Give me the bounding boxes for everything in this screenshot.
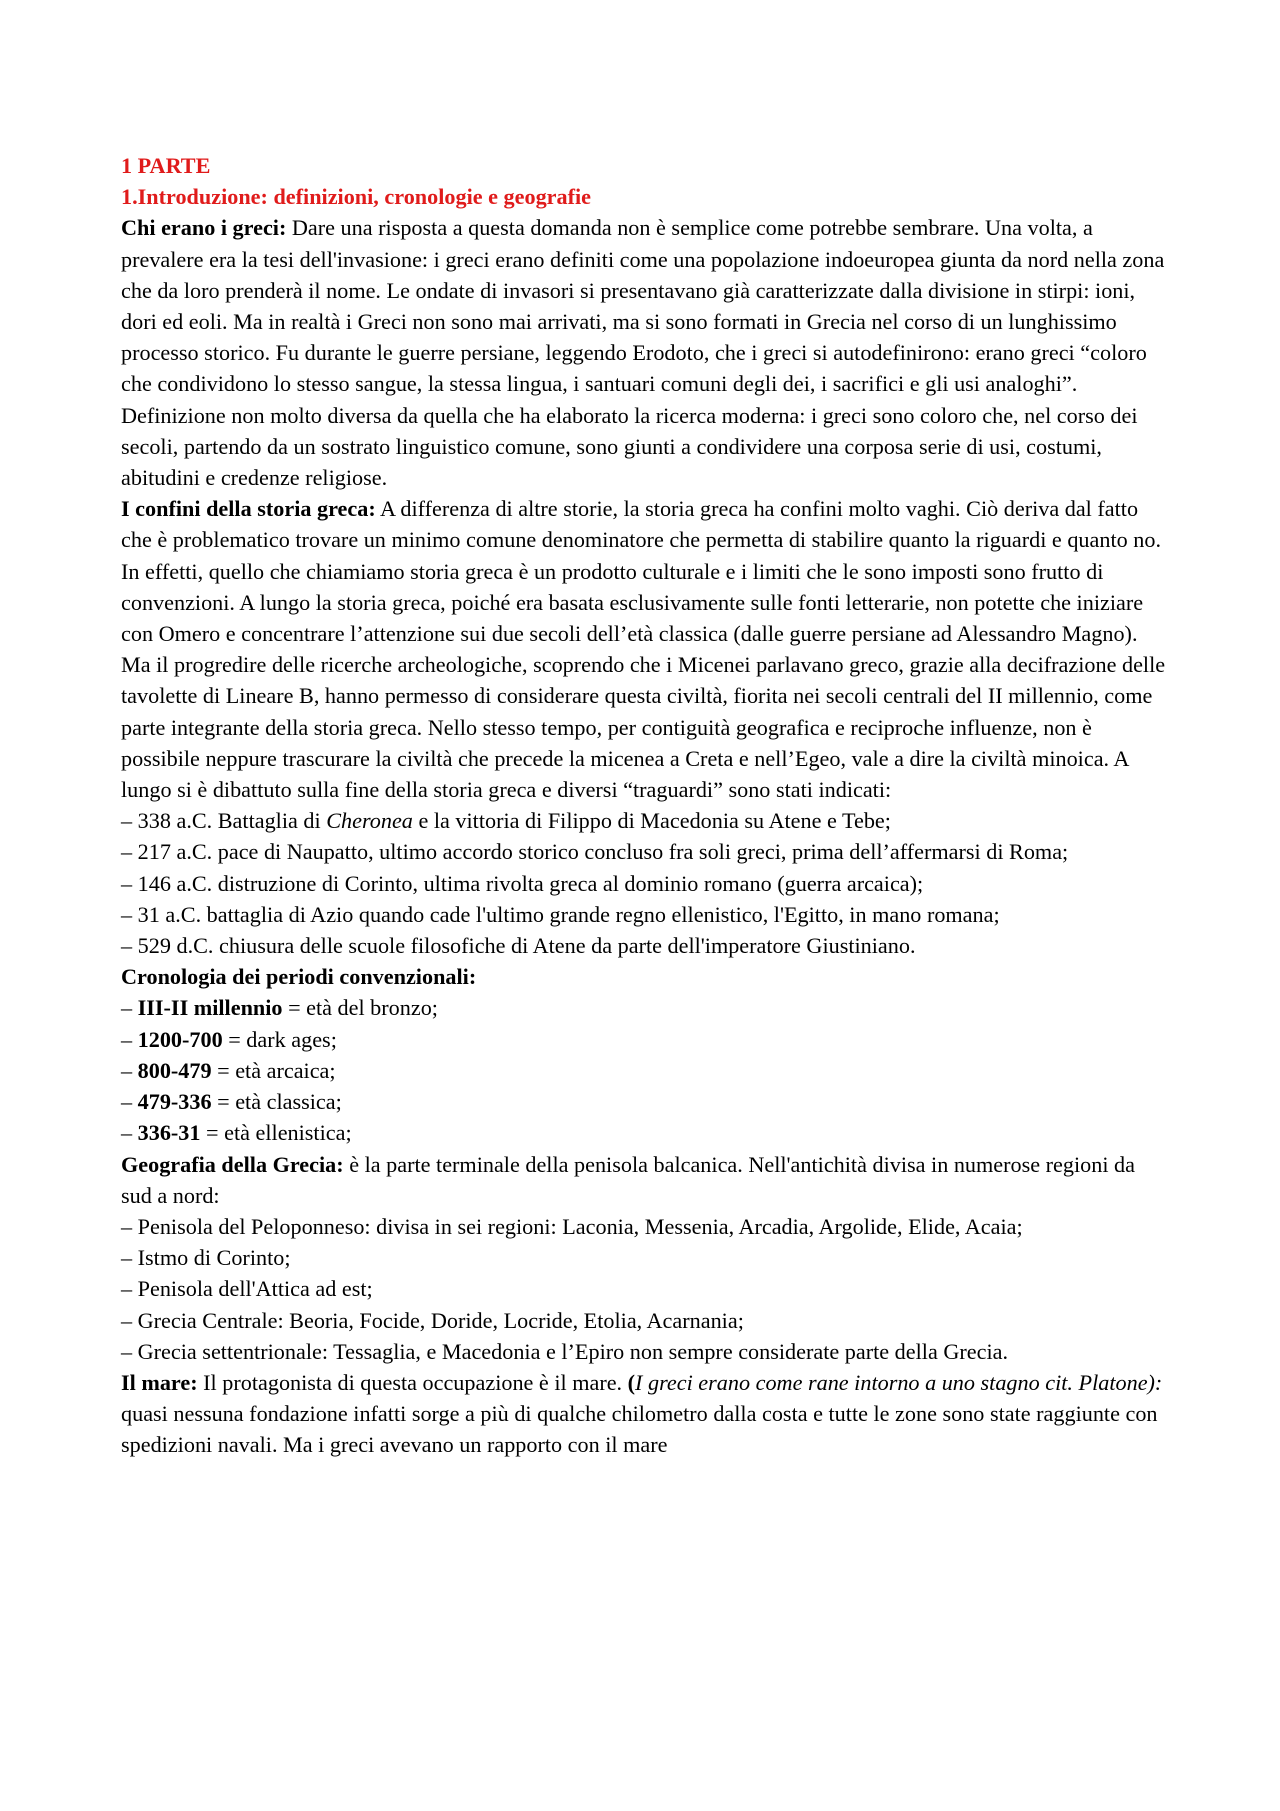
section-title-confini: I confini della storia greca: [121,496,376,522]
list-item: – 800-479 = età arcaica; [121,1057,336,1083]
paragraph-text: è la parte terminale della penisola balcanica. Nell'antichità divisa in numerose regioni da sud a nord: [121,1151,1135,1208]
platone-quote: I greci erano come rane intorno a uno stagno cit. Platone): [635,1369,1163,1395]
part-heading: 1 PARTE [121,153,211,178]
section-title-cronologia: Cronologia dei periodi convenzionali: [121,964,477,990]
section-title-mare: Il mare: [121,1369,198,1395]
list-item: – 217 a.C. pace di Naupatto, ultimo accordo storico concluso fra soli greci, prima dell’affermarsi di Roma; [121,839,1069,865]
list-item: – 146 a.C. distruzione di Corinto, ultima rivolta greca al dominio romano (guerra arcaica); [121,870,924,896]
list-item: – III-II millennio = età del bronzo; [121,995,438,1021]
list-item: – Grecia settentrionale: Tessaglia, e Macedonia e l’Epiro non sempre considerate parte della Grecia. [121,1338,1009,1364]
list-item: – Penisola del Peloponneso: divisa in sei regioni: Laconia, Messenia, Arcadia, Argolide, Elide, Acaia; [121,1213,1023,1239]
section-title-chi-erano: Chi erano i greci: [121,215,287,241]
list-item: – 336-31 = età ellenistica; [121,1120,352,1146]
paragraph-geografia [121,1149,1171,1211]
list-item: – 529 d.C. chiusura delle scuole filosofiche di Atene da parte dell'imperatore Giustiniano. [121,933,916,959]
paragraph-text: Dare una risposta a questa domanda non è semplice come potrebbe sembrare. Una volta, a prevalere era la tesi dell'invasione: i greci erano definiti come una popolazione indoeuropea giunta da nord nella zona che da loro prenderà il nome. Le ondate di invasori si presentavano già caratterizzate dalla divisione in stirpi: ioni, dori ed eoli. Ma in realtà i Greci non sono mai arrivati, ma si sono formati in Grecia nel corso di un lunghissimo processo storico. Fu durante le guerre persiane, leggendo Erodoto, che i greci si autodefinirono: erano greci “coloro che condividono lo stesso sangue, la stessa lingua, i santuari comuni degli dei, i sacrifici e gli usi analoghi”. Definizione non molto diversa da quella che ha elaborato la ricerca moderna: i greci sono coloro che, nel corso dei secoli, partendo da un sostrato linguistico comune, sono giunti a condividere una corposa serie di usi, costumi, abitudini e credenze religiose. [121,215,1165,491]
list-item: – Grecia Centrale: Beoria, Focide, Doride, Locride, Etolia, Acarnania; [121,1307,744,1333]
paragraph-chi-erano [121,212,1171,493]
section-title-geografia: Geografia della Grecia: [121,1151,344,1177]
paragraph-confini [121,493,1171,805]
list-item: – Istmo di Corinto; [121,1245,291,1271]
list-item: – 31 a.C. battaglia di Azio quando cade l'ultimo grande regno ellenistico, l'Egitto, in mano romana; [121,901,1000,927]
list-item: – 479-336 = età classica; [121,1089,342,1115]
chapter-heading: 1.Introduzione: definizioni, cronologie e geografie [121,184,591,210]
list-item: – Penisola dell'Attica ad est; [121,1276,373,1302]
paragraph-text: A differenza di altre storie, la storia greca ha confini molto vaghi. Ciò deriva dal fatto che è problematico trovare un minimo comune denominatore che permetta di stabilire quanto la riguardi e quanto no. In effetti, quello che chiamiamo storia greca è un prodotto culturale e i limiti che le sono imposti sono frutto di convenzioni. A lungo la storia greca, poiché era basata esclusivamente sulle fonti letterarie, non potette che iniziare con Omero e concentrare l’attenzione sui due secoli dell’età classica (dalle guerre persiane ad Alessandro Magno). Ma il progredire delle ricerche archeologiche, scoprendo che i Micenei parlavano greco, grazie alla decifrazione delle tavolette di Lineare B, hanno permesso di considerare questa civiltà, fiorita nei secoli centrali del II millennio, come parte integrante della storia greca. Nello stesso tempo, per contiguità geografica e reciproche influenze, non è possibile neppure trascurare la civiltà che precede la micenea a Creta e nell’Egeo, vale a dire la civiltà minoica. A lungo si è dibattuto sulla fine della storia greca e diversi “traguardi” sono stati indicati: [121,496,1166,803]
paragraph-mare: Il mare: Il protagonista di questa occupazione è il mare. (I greci erano come rane intorno a uno stagno cit. Platone): quasi nessuna fondazione infatti sorge a più di qualche chilometro dalla costa e tutte le zone sono state raggiunte con spedizioni navali. Ma i greci avevano un rapporto con il mare [121,1369,1163,1458]
list-item: – 338 a.C. Battaglia di Cheronea e la vittoria di Filippo di Macedonia su Atene e Tebe; [121,808,891,834]
list-item: – 1200-700 = dark ages; [121,1026,337,1052]
document-page [121,150,1171,1461]
